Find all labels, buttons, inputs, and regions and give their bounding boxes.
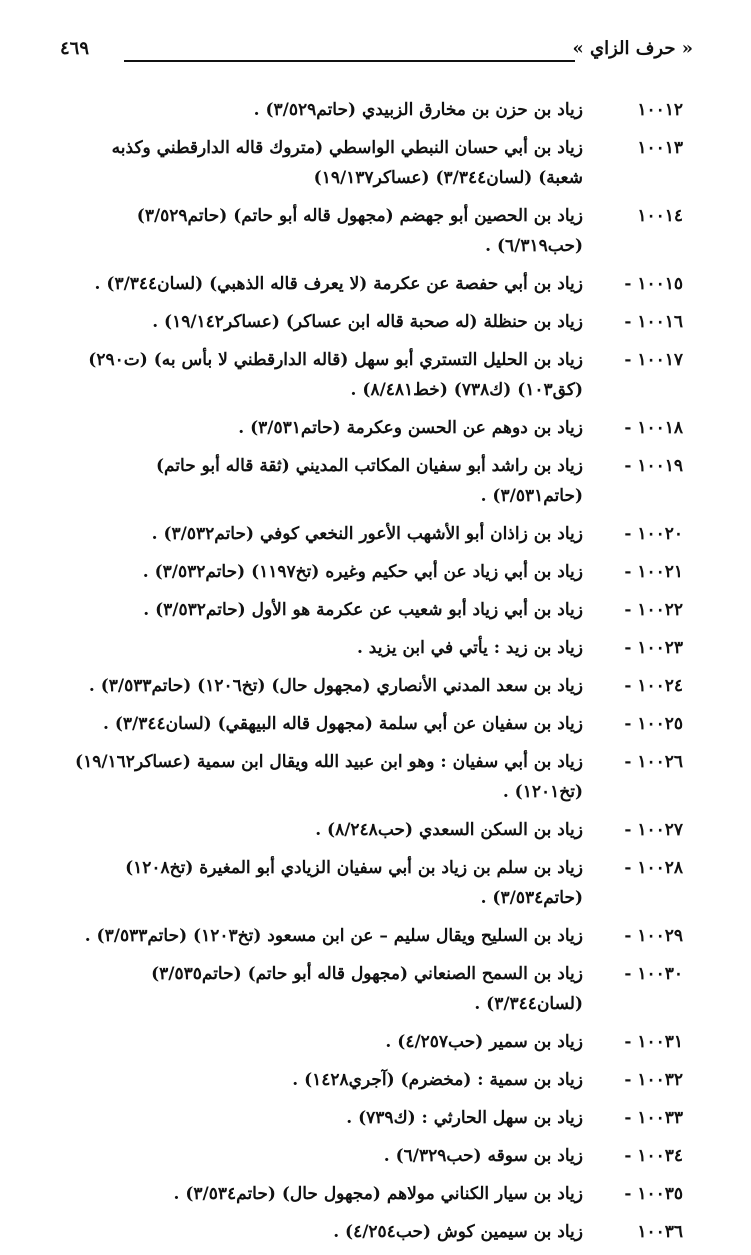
entry-number: ١٠٠٣٤ - bbox=[624, 1146, 683, 1166]
entry-text: زياد بن راشد أبو سفيان المكاتب المديني (ثقة قاله أبو حاتم) (حاتم٣/٥٣١) . bbox=[155, 456, 583, 506]
entry-number: ١٠٠١٩ - bbox=[624, 456, 683, 476]
entry-number: ١٠٠٢٣ - bbox=[624, 638, 683, 658]
entry-text: زياد بن سمير (حب٤/٢٥٧) . bbox=[385, 1032, 583, 1052]
list-item bbox=[68, 633, 683, 663]
entry-text: زياد بن سوقه (حب٦/٣٢٩) . bbox=[383, 1146, 583, 1166]
header-rule bbox=[124, 60, 575, 62]
entry-number: ١٠٠٣٠ - bbox=[624, 964, 683, 984]
entry-text: زياد بن سمية : (مخضرم) (آجري١٤٢٨) . bbox=[292, 1070, 583, 1090]
list-item bbox=[68, 269, 683, 299]
entry-number: ١٠٠٢٢ - bbox=[624, 600, 683, 620]
list-item bbox=[68, 709, 683, 739]
list-item bbox=[68, 307, 683, 337]
page-header bbox=[60, 38, 693, 78]
entry-text: زياد بن حنظلة (له صحبة قاله ابن عساكر) (عساكر١٩/١٤٢) . bbox=[152, 312, 583, 332]
list-item bbox=[68, 451, 683, 511]
entry-number: ١٠٠٢٩ - bbox=[624, 926, 683, 946]
entry-number: ١٠٠٢١ - bbox=[624, 562, 683, 582]
page-number: ٤٦٩ bbox=[60, 38, 90, 59]
entry-number: ١٠٠١٥ - bbox=[624, 274, 683, 294]
entry-number: ١٠٠١٣ bbox=[637, 138, 683, 158]
entry-number: ١٠٠٣٦ bbox=[637, 1222, 683, 1242]
list-item bbox=[68, 1141, 683, 1171]
entry-number: ١٠٠٢٤ - bbox=[624, 676, 683, 696]
list-item bbox=[68, 853, 683, 913]
list-item bbox=[68, 815, 683, 845]
entry-text: زياد بن السليح ويقال سليم – عن ابن مسعود (تخ١٢٠٣) (حاتم٣/٥٣٣) . bbox=[84, 926, 583, 946]
entry-text: زياد بن حزن بن مخارق الزبيدي (حاتم٣/٥٢٩) . bbox=[253, 100, 583, 120]
entry-number: ١٠٠٢٦ - bbox=[624, 752, 683, 772]
list-item bbox=[68, 747, 683, 807]
entry-text: زياد بن سعد المدني الأنصاري (مجهول حال) (تخ١٢٠٦) (حاتم٣/٥٣٣) . bbox=[88, 676, 583, 696]
entry-number: ١٠٠١٦ - bbox=[624, 312, 683, 332]
entry-number: ١٠٠٢٠ - bbox=[624, 524, 683, 544]
entry-text: زياد بن أبي حفصة عن عكرمة (لا يعرف قاله الذهبي) (لسان٣/٣٤٤) . bbox=[94, 274, 583, 294]
list-item bbox=[68, 921, 683, 951]
entry-text: زياد بن أبي سفيان : وهو ابن عبيد الله ويقال ابن سمية (عساكر١٩/١٦٢) (تخ١٢٠١) . bbox=[75, 752, 583, 802]
entry-text: زياد بن زاذان أبو الأشهب الأعور النخعي كوفي (حاتم٣/٥٣٢) . bbox=[151, 524, 583, 544]
list-item bbox=[68, 1217, 683, 1247]
entry-number: ١٠٠١٧ - bbox=[624, 350, 683, 370]
entry-text: زياد بن أبي حسان النبطي الواسطي (متروك قاله الدارقطني وكذبه شعبة) (لسان٣/٣٤٤) (عساكر١٩/١٣٧) bbox=[111, 138, 583, 188]
entry-text: زياد بن سيار الكناني مولاهم (مجهول حال) (حاتم٣/٥٣٤) . bbox=[173, 1184, 583, 1204]
entry-list bbox=[68, 95, 683, 1255]
entry-text: زياد بن سفيان عن أبي سلمة (مجهول قاله البيهقي) (لسان٣/٣٤٤) . bbox=[103, 714, 583, 734]
entry-text: زياد بن أبي زياد عن أبي حكيم وغيره (تخ١١٩٧) (حاتم٣/٥٣٢) . bbox=[142, 562, 583, 582]
list-item bbox=[68, 95, 683, 125]
entry-text: زياد بن سهل الحارثي : (ك٧٣٩) . bbox=[346, 1108, 583, 1128]
entry-text: زياد بن أبي زياد أبو شعيب عن عكرمة هو الأول (حاتم٣/٥٣٢) . bbox=[143, 600, 583, 620]
entry-number: ١٠٠١٨ - bbox=[624, 418, 683, 438]
entry-number: ١٠٠٣٣ - bbox=[624, 1108, 683, 1128]
entry-text: زياد بن الحليل التستري أبو سهل (قاله الدارقطني لا بأس به) (ت٢٩٠) (كق١٠٣) (ك٧٣٨) (خط٨/٤٨١) . bbox=[88, 350, 583, 400]
chapter-title: « حرف الزاي » bbox=[572, 38, 693, 59]
entry-number: ١٠٠٣٢ - bbox=[624, 1070, 683, 1090]
entry-text: زياد بن سيمين كوش (حب٤/٢٥٤) . bbox=[333, 1222, 583, 1242]
list-item bbox=[68, 1179, 683, 1209]
list-item bbox=[68, 201, 683, 261]
list-item bbox=[68, 959, 683, 1019]
entry-number: ١٠٠٢٨ - bbox=[624, 858, 683, 878]
entry-number: ١٠٠١٢ bbox=[637, 100, 683, 120]
entry-number: ١٠٠١٤ bbox=[637, 206, 683, 226]
entry-text: زياد بن السكن السعدي (حب٨/٢٤٨) . bbox=[315, 820, 583, 840]
entry-text: زياد بن السمح الصنعاني (مجهول قاله أبو حاتم) (حاتم٣/٥٣٥) (لسان٣/٣٤٤) . bbox=[151, 964, 583, 1014]
entry-number: ١٠٠٣٥ - bbox=[624, 1184, 683, 1204]
list-item bbox=[68, 671, 683, 701]
list-item bbox=[68, 345, 683, 405]
entry-text: زياد بن سلم بن زياد بن أبي سفيان الزيادي أبو المغيرة (تخ١٢٠٨) (حاتم٣/٥٣٤) . bbox=[125, 858, 583, 908]
entry-number: ١٠٠٢٧ - bbox=[624, 820, 683, 840]
entry-text: زياد بن الحصين أبو جهضم (مجهول قاله أبو حاتم) (حاتم٣/٥٢٩) (حب٦/٣١٩) . bbox=[136, 206, 583, 256]
list-item bbox=[68, 1103, 683, 1133]
entry-text: زياد بن دوهم عن الحسن وعكرمة (حاتم٣/٥٣١) . bbox=[238, 418, 583, 438]
entry-text: زياد بن زيد : يأتي في ابن يزيد . bbox=[356, 638, 583, 658]
list-item bbox=[68, 413, 683, 443]
list-item bbox=[68, 1027, 683, 1057]
list-item bbox=[68, 519, 683, 549]
entry-number: ١٠٠٣١ - bbox=[624, 1032, 683, 1052]
list-item bbox=[68, 1065, 683, 1095]
list-item bbox=[68, 557, 683, 587]
list-item bbox=[68, 595, 683, 625]
entry-number: ١٠٠٢٥ - bbox=[624, 714, 683, 734]
list-item bbox=[68, 133, 683, 193]
